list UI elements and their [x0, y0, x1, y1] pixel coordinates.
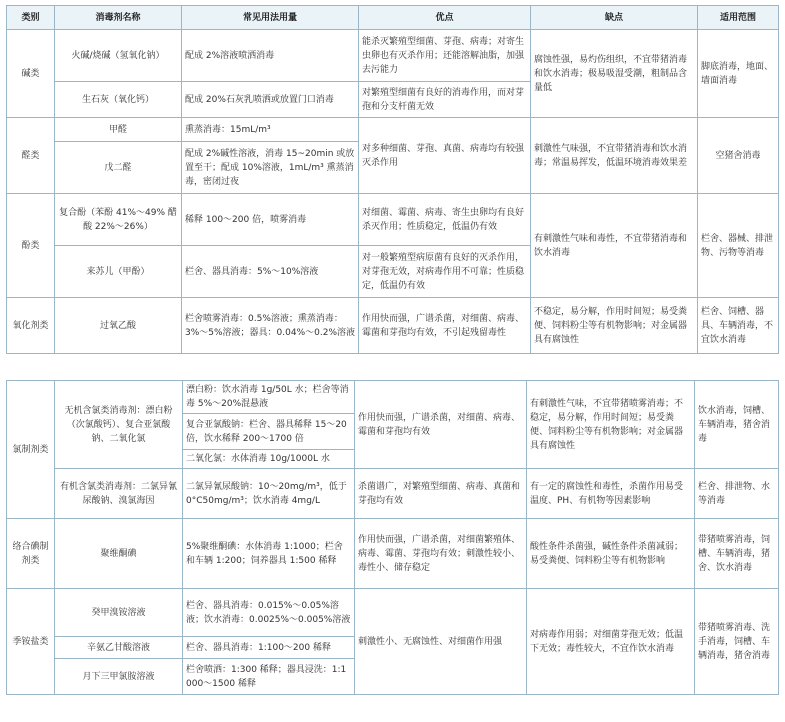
usage-cell: 配成 2%溶液喷洒消毒: [182, 30, 359, 82]
usage-cell: 漂白粉：饮水消毒 1g/50L 水；栏舍等消毒 5%～20%混悬液: [183, 381, 355, 414]
header-pros: 优点: [359, 6, 531, 30]
table-row: [7, 381, 779, 414]
cons-cell: 酸性条件杀菌强，碱性条件杀菌减弱；易受粪便、饲料粉尘等有机物影响: [527, 519, 695, 589]
header-name: 消毒剂名称: [55, 6, 182, 30]
pros-cell: 对繁殖型细菌有良好的消毒作用，而对芽孢和分支杆菌无效: [359, 82, 531, 118]
table-row: [7, 519, 779, 589]
agent-name: 来苏儿（甲酚）: [55, 246, 182, 298]
usage-cell: 配成 20%石灰乳喷洒或放置门口消毒: [182, 82, 359, 118]
cons-cell: 不稳定，易分解，作用时间短；易受粪便、饲料粉尘等有机物影响；对金属器具有腐蚀性: [531, 298, 698, 354]
table-row: [7, 30, 779, 82]
pros-cell: 刺激性小、无腐蚀性、对细菌作用强: [355, 589, 527, 695]
pros-cell: 对细菌、霉菌、病毒、寄生虫卵均有良好杀灭作用；性质稳定，低温仍有效: [359, 194, 531, 246]
scope-cell: 栏舍、器械、排泄物、污物等消毒: [698, 194, 779, 298]
agent-name: 过氧乙酸: [55, 298, 182, 354]
table-row: [7, 298, 779, 354]
agent-name: 戊二醛: [55, 142, 182, 194]
scope-cell: 脚底消毒，地面、墙面消毒: [698, 30, 779, 118]
usage-cell: 稀释 100～200 倍，喷雾消毒: [182, 194, 359, 246]
category-cell: 络合碘制剂类: [7, 519, 55, 589]
cons-cell: 刺激性气味强，不宜带猪消毒和饮水消毒；常温易挥发，低温环境消毒效果差: [531, 118, 698, 194]
cons-cell: 有刺激性气味，不宜带猪喷雾消毒；不稳定，易分解，作用时间短；易受粪便、饲料粉尘等有机物影响；对金属器具有腐蚀性: [527, 381, 695, 469]
cons-cell: 腐蚀性强，易灼伤组织，不宜带猪消毒和饮水消毒；极易吸湿受潮，粗制品含量低: [531, 30, 698, 118]
usage-cell: 栏舍、器具消毒：0.015%～0.05%溶液；饮水消毒：0.0025%～0.005%溶液: [183, 589, 355, 637]
scope-cell: 带猪喷雾消毒、洗手消毒，饲槽、车辆消毒，猪舍消毒: [695, 589, 779, 695]
usage-cell: 栏舍、器具消毒：1:100～200 稀释: [183, 637, 355, 659]
scope-cell: 栏舍、饲槽、器具、车辆消毒，不宜饮水消毒: [698, 298, 779, 354]
category-cell: 醛类: [7, 118, 55, 194]
pros-cell: 对多种细菌、芽孢、真菌、病毒均有较强灭杀作用: [359, 118, 531, 194]
header-cons: 缺点: [531, 6, 698, 30]
agent-name: 癸甲溴铵溶液: [55, 589, 183, 637]
agent-name: 甲醛: [55, 118, 182, 142]
scope-cell: 带猪喷雾消毒，饲槽、车辆消毒，猪舍、饮水消毒: [695, 519, 779, 589]
category-cell: 氧化剂类: [7, 298, 55, 354]
disinfectant-table-2: [6, 380, 779, 695]
pros-cell: 作用快而强，广谱杀菌，对细菌、病毒、霉菌和芽孢均有效，不引起残留毒性: [359, 298, 531, 354]
header-usage: 常见用法用量: [182, 6, 359, 30]
table-row: [7, 194, 779, 246]
pros-cell: 杀菌谱广，对繁殖型细菌、病毒、真菌和芽孢均有效: [355, 469, 527, 519]
scope-cell: 栏舍、排泄物、水等消毒: [695, 469, 779, 519]
usage-cell: 配成 2%碱性溶液，消毒 15~20min 或放置至干；配成 10%溶液，1mL/m³ 熏蒸消毒，密闭过夜: [182, 142, 359, 194]
usage-cell: 二氯异氰尿酸钠：10～20mg/m³，低于 0°C50mg/m³；饮水消毒 4mg/L: [183, 469, 355, 519]
pros-cell: 能杀灭繁殖型细菌、芽孢、病毒；对寄生虫卵也有灭杀作用；还能溶解油脂，加强去污能力: [359, 30, 531, 82]
category-cell: 酚类: [7, 194, 55, 298]
usage-cell: 二氧化氯：水体消毒 10g/1000L 水: [183, 450, 355, 469]
cons-cell: 有刺激性气味和毒性，不宜带猪消毒和饮水消毒: [531, 194, 698, 298]
usage-cell: 栏舍、器具消毒：5%～10%溶液: [182, 246, 359, 298]
agent-name: 有机含氯类消毒剂：二氯异氰尿酸钠、溴氯海因: [55, 469, 183, 519]
header-row: [7, 6, 779, 30]
usage-cell: 复合亚氯酸钠：栏舍、器具稀释 15～20 倍，饮水稀释 200～1700 倍: [183, 414, 355, 450]
pros-cell: 作用快而强，广谱杀菌，对细菌、病毒、霉菌和芽孢均有效: [355, 381, 527, 469]
pros-cell: 作用快而强，广谱杀菌，对细菌繁殖体、病毒、霉菌、芽孢均有效；刺激性较小、毒性小、储存稳定: [355, 519, 527, 589]
table-row: [7, 589, 779, 637]
agent-name: 生石灰（氧化钙）: [55, 82, 182, 118]
agent-name: 聚维酮碘: [55, 519, 183, 589]
usage-cell: 5%聚维酮碘：水体消毒 1:1000；栏舍和车辆 1:200；饲养器具 1:500 稀释: [183, 519, 355, 589]
scope-cell: 空猪舍消毒: [698, 118, 779, 194]
usage-cell: 栏舍喷洒：1:300 稀释；器具浸洗：1:1000～1500 稀释: [183, 659, 355, 695]
disinfectant-table-1: [6, 5, 779, 354]
usage-cell: 熏蒸消毒：15mL/m³: [182, 118, 359, 142]
cons-cell: 有一定的腐蚀性和毒性，杀菌作用易受温度、PH、有机物等因素影响: [527, 469, 695, 519]
scope-cell: 饮水消毒，饲槽、车辆消毒，猪舍消毒: [695, 381, 779, 469]
pros-cell: 对一般繁殖型病原菌有良好的灭杀作用，对芽孢无效，对病毒作用不可靠；性质稳定，低温仍有效: [359, 246, 531, 298]
agent-name: 复合酚（苯酚 41%～49% 醋酸 22%～26%）: [55, 194, 182, 246]
table-row: [7, 469, 779, 519]
category-cell: 季铵盐类: [7, 589, 55, 695]
category-cell: 氯制剂类: [7, 381, 55, 519]
table-row: [7, 118, 779, 142]
usage-cell: 栏舍喷雾消毒：0.5%溶液；熏蒸消毒：3%～5%溶液；器具：0.04%～0.2%溶液: [182, 298, 359, 354]
category-cell: 碱类: [7, 30, 55, 118]
agent-name: 辛氨乙甘酸溶液: [55, 637, 183, 659]
agent-name: 火碱/烧碱（氢氧化钠）: [55, 30, 182, 82]
agent-name: 月下三甲氯胺溶液: [55, 659, 183, 695]
header-category: 类别: [7, 6, 55, 30]
agent-name: 无机含氯类消毒剂：漂白粉（次氯酸钙）、复合亚氯酸钠、二氧化氯: [55, 381, 183, 469]
header-scope: 适用范围: [698, 6, 779, 30]
cons-cell: 对病毒作用弱；对细菌芽孢无效；低温下无效；毒性较大，不宜作饮水消毒: [527, 589, 695, 695]
